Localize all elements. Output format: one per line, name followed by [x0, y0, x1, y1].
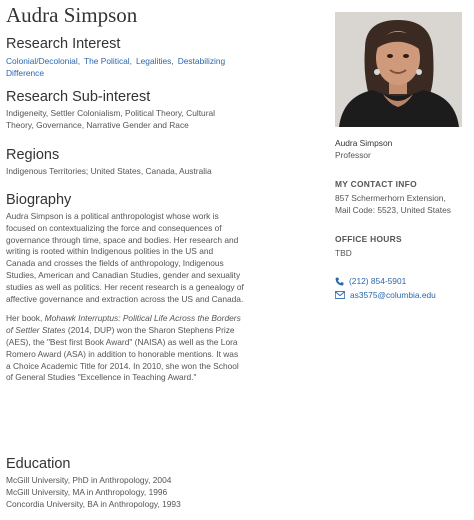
research-interest-section [6, 36, 244, 80]
education-list [6, 475, 244, 510]
biography-heading: Biography [6, 192, 72, 208]
email-address: as3575@columbia.edu [350, 290, 436, 300]
tag-legalities[interactable]: Legalities, [135, 56, 174, 66]
regions-section [6, 147, 244, 178]
envelope-icon [335, 291, 345, 299]
biography-paragraph-2 [6, 313, 244, 384]
contact-address [335, 192, 470, 216]
sidebar-profile-name: Audra Simpson [335, 138, 393, 148]
education-item: Concordia University, BA in Anthropology, 1993 [6, 498, 181, 509]
research-subinterest-section [6, 89, 244, 132]
education-heading: Education [6, 456, 71, 472]
profile-name: Audra Simpson [6, 3, 138, 27]
tag-destabilizing-difference[interactable]: Destabilizing Difference [6, 56, 226, 78]
biography-body [6, 211, 244, 384]
phone-number: (212) 854-5901 [349, 276, 407, 286]
bio-book-prefix: Her book, [6, 313, 45, 324]
contact-links [335, 275, 470, 301]
profile-sidebar [335, 12, 470, 301]
bio-book-rest: (2014, DUP) won the Sharon Stephens Prize (AES), the "Best first Book Award" (NAISA) as well as the Lora Romero Award (ASA) in addition to honorable mentions. It was a Choice Academic Title for 2014. In 2010, she won the School of General Studies "Excellence in Teaching Award." [6, 325, 239, 383]
tag-colonial-decolonial[interactable]: Colonial/Decolonial, [6, 56, 81, 66]
bio-book-title: Mohawk Interruptus: Political Life Across the Borders of Settler States [6, 313, 241, 336]
office-hours-heading: OFFICE HOURS [335, 234, 402, 244]
education-section [6, 456, 244, 510]
tag-the-political[interactable]: The Political, [84, 56, 132, 66]
office-hours-text: TBD [335, 248, 352, 258]
biography-paragraph-1: Audra Simpson is a political anthropologist whose work is focused on contextualizing the force and consequences of governance through time, space and bodies. Her research and writing is rooted within Indigenous polities in the US and Canada and crosses the fields of anthropology, Indigenous Studies, American and Canadian Studies, gender and sexuality studies as well as politics. Her recent research is a genealogy of affective governance and extraction across the US and Canada. [6, 211, 244, 304]
phone-icon [335, 277, 344, 286]
research-subinterest-text: Indigeneity, Settler Colonialism, Political Theory, Cultural Theory, Governance, Narrative Gender and Race [6, 108, 216, 130]
profile-title: Professor [335, 150, 371, 160]
research-subinterest-heading: Research Sub-interest [6, 89, 151, 105]
contact-heading: MY CONTACT INFO [335, 179, 417, 189]
education-item: McGill University, MA in Anthropology, 1996 [6, 486, 168, 497]
phone-link[interactable] [335, 275, 470, 287]
research-interest-tags [6, 56, 244, 80]
education-item: McGill University, PhD in Anthropology, 2004 [6, 475, 172, 485]
email-link[interactable] [335, 289, 470, 301]
profile-photo [335, 12, 462, 127]
research-interest-heading: Research Interest [6, 36, 121, 52]
biography-section [6, 192, 244, 392]
regions-heading: Regions [6, 147, 60, 163]
profile-photo-illustration [335, 12, 462, 127]
address-line-2: Mail Code: 5523, United States [335, 205, 451, 215]
regions-text: Indigenous Territories; United States, Canada, Australia [6, 166, 212, 176]
address-line-1: 857 Schermerhorn Extension, [335, 193, 446, 203]
